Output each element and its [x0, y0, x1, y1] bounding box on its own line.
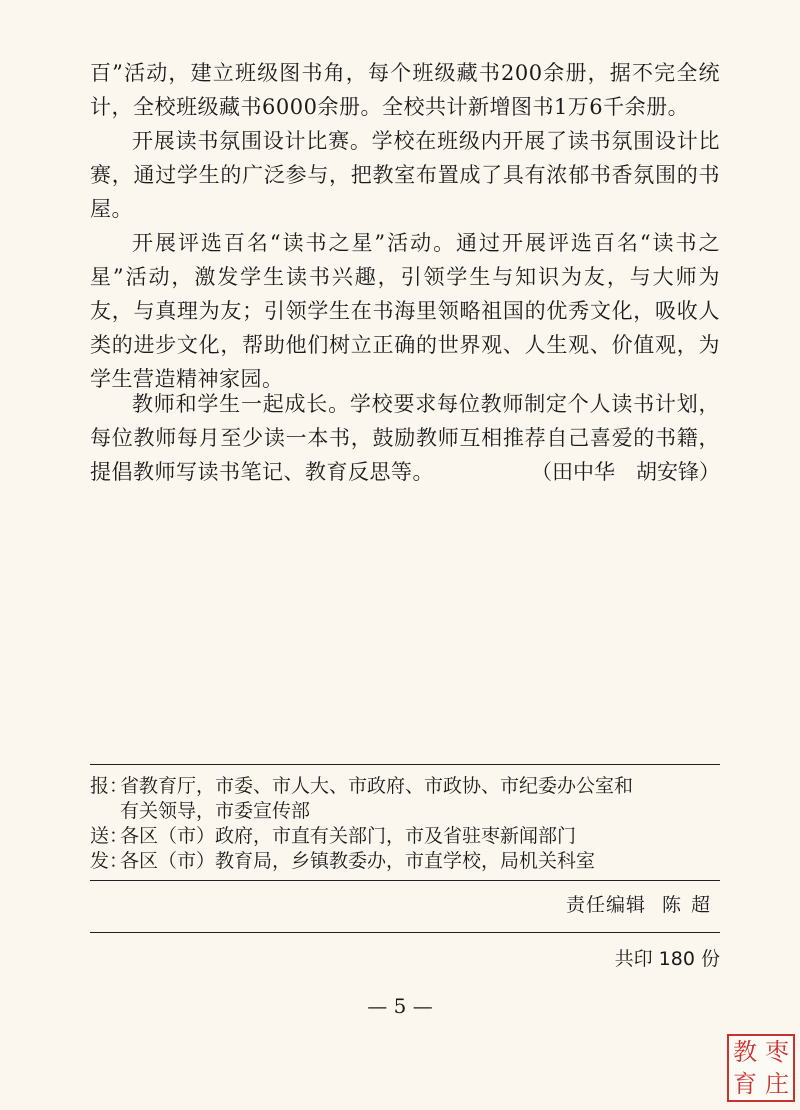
seal-char-top-left: 教	[733, 1038, 757, 1066]
report-text: 省教育厅，市委、市人大、市政府、市政协、市纪委办公室和	[120, 775, 634, 797]
author-signature: （田中华 胡安锋）	[531, 460, 720, 484]
paragraph-book-corner: 百”活动，建立班级图书角，每个班级藏书200余册，据不完全统计，全校班级藏书6000余册。全校共计新增图书1万6千余册。	[90, 61, 720, 119]
report-label: 报：	[90, 775, 129, 797]
bottom-divider	[90, 932, 720, 933]
distribution-send-row	[90, 824, 730, 849]
distribution-report-row	[90, 774, 730, 799]
seal-char-bottom-left: 育	[733, 1070, 757, 1098]
send-label: 送：	[90, 825, 129, 847]
top-divider	[90, 764, 720, 765]
seal-char-bottom-right: 庄	[765, 1070, 789, 1098]
paragraph-reading-stars: 开展评选百名“读书之星”活动。通过开展评选百名“读书之星”活动，激发学生读书兴趣，引领学生与知识为友，与大师为友，与真理为友；引领学生在书海里领略祖国的优秀文化，吸收人类的进步文化，帮助他们树立正确的世界观、人生观、价值观，为学生营造精神家园。	[90, 231, 720, 391]
distribution-list	[90, 774, 730, 874]
paragraph-atmosphere-contest: 开展读书氛围设计比赛。学校在班级内开展了读书氛围设计比赛，通过学生的广泛参与，把教室布置成了具有浓郁书香氛围的书屋。	[90, 129, 720, 221]
zaozhuang-education-seal	[727, 1034, 795, 1102]
distribution-issue-row	[90, 849, 730, 874]
issue-label: 发：	[90, 850, 129, 872]
issue-text: 各区（市）教育局，乡镇教委办，市直学校，局机关科室	[120, 850, 596, 872]
editor-name: 陈超	[661, 894, 720, 916]
seal-char-top-right: 枣	[765, 1038, 789, 1066]
editor-label: 责任编辑	[565, 894, 646, 916]
middle-divider	[90, 880, 720, 881]
print-copies: 共印 180 份	[614, 948, 720, 970]
paragraph-teachers-grow: 教师和学生一起成长。学校要求每位教师制定个人读书计划，每位教师每月至少读一本书，鼓励教师互相推荐自己喜爱的书籍，提倡教师写读书笔记、教育反思等。	[90, 392, 720, 484]
send-text: 各区（市）政府，市直有关部门，市及省驻枣新闻部门	[120, 825, 577, 847]
page-number: — 5 —	[367, 994, 433, 1018]
responsible-editor	[566, 890, 720, 917]
report-text-continued: 有关领导，市委宣传部	[120, 800, 311, 822]
